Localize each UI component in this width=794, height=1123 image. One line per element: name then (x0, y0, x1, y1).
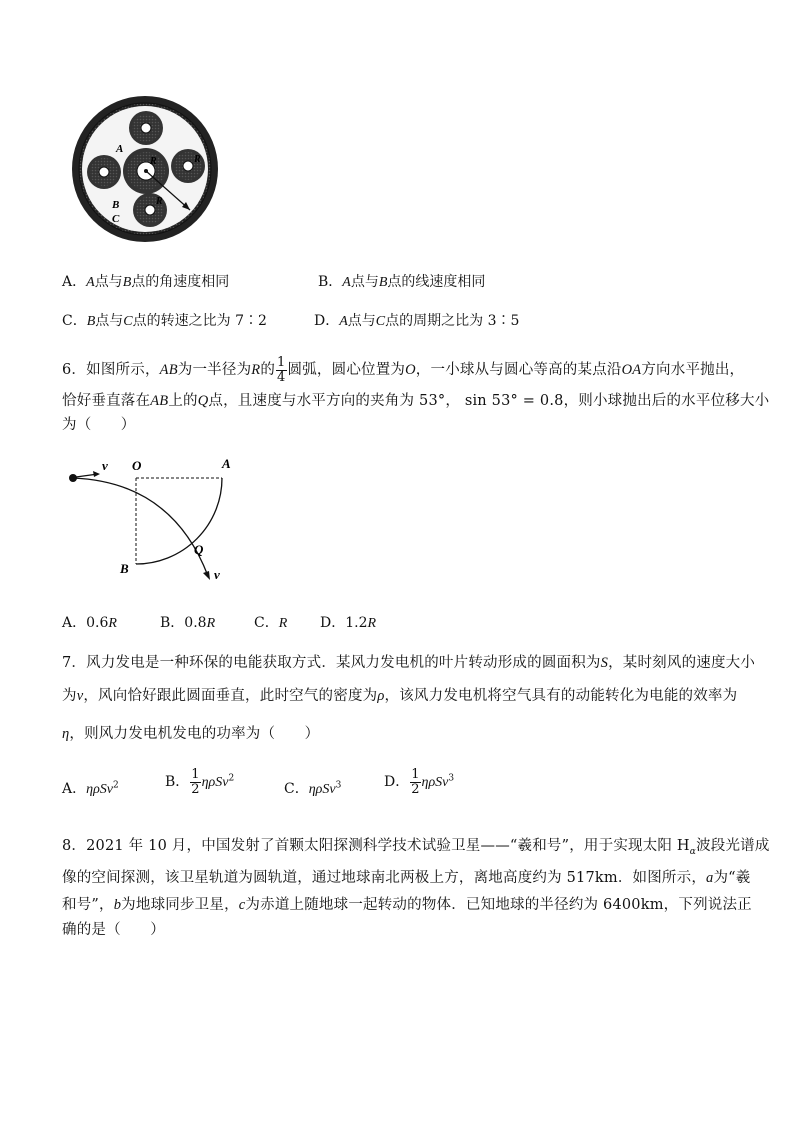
arc-AB (136, 478, 222, 564)
final-velocity-arrow (203, 571, 210, 580)
var-AB: AB (150, 393, 169, 409)
q5-option-d[interactable] (314, 310, 519, 330)
option-var: B (378, 275, 388, 290)
option-text: D．1.2 (320, 615, 368, 631)
option-var: B (86, 314, 96, 329)
var-O: O (405, 362, 416, 379)
text: 的 (260, 362, 276, 379)
option-letter: A． (62, 781, 87, 797)
option-text: 点的转速之比为 7∶2 (132, 313, 267, 329)
text: 波段光谱成 (696, 838, 770, 854)
option-letter: B． (165, 774, 190, 791)
label-C: C (112, 213, 120, 225)
label-A: A (116, 143, 124, 155)
text: 和号”， (62, 897, 114, 913)
exponent: 2 (228, 773, 235, 784)
trajectory (73, 478, 208, 576)
label-O: O (132, 458, 142, 473)
exponent: 3 (448, 773, 455, 784)
var-R: R (251, 362, 261, 379)
text: 上的 (168, 393, 198, 409)
text: 7．风力发电是一种环保的电能获取方式．某风力发电机的叶片转动形成的圆面积为 (62, 655, 601, 671)
gear-left (87, 155, 121, 189)
label-R2: R (194, 154, 201, 165)
option-expr: ηρSv (86, 782, 114, 797)
option-text: 点与 (350, 274, 379, 290)
option-text: A．0.6 (62, 615, 109, 631)
text: 恰好垂直落在 (62, 393, 151, 409)
label-Q: Q (194, 542, 204, 557)
label-R3: R (156, 196, 163, 207)
q8-line1 (62, 834, 770, 857)
var-c: c (238, 897, 246, 913)
text: ，某时刻风的速度大小 (608, 655, 756, 671)
q6-line3: 为（ ） (62, 417, 136, 433)
frac-num: 1 (411, 767, 420, 782)
projectile-arc-figure (62, 452, 252, 582)
var-OA: OA (621, 362, 642, 379)
label-B: B (112, 199, 120, 211)
q8-line4: 确的是（ ） (62, 922, 165, 938)
q5-option-a[interactable] (62, 271, 229, 291)
text: 像的空间探测，该卫星轨道为圆轨道，通过地球南北两极上方，离地高度约为 517km．如图所示， (62, 870, 707, 886)
q6-option-a[interactable] (62, 612, 117, 632)
text: ，则风力发电机发电的功率为（ ） (69, 726, 320, 742)
option-var: R (206, 616, 216, 631)
frac-den: 4 (277, 369, 286, 385)
option-text: B．0.8 (160, 615, 207, 631)
option-text: 点的线速度相同 (387, 274, 486, 290)
var-rho: ρ (377, 688, 385, 704)
option-text: 点与 (95, 313, 124, 329)
frac-den: 2 (191, 781, 200, 797)
q8-line2 (62, 866, 751, 887)
label-R1: R (150, 156, 157, 167)
fraction-half (410, 768, 420, 796)
option-text: 点与 (94, 274, 123, 290)
var-S: S (600, 655, 609, 671)
gear-diagram (70, 94, 220, 244)
q6-option-c[interactable] (254, 612, 287, 632)
q5-option-c[interactable] (62, 310, 267, 330)
option-text: C． (254, 615, 279, 631)
q7-option-b[interactable] (165, 768, 234, 796)
label-v-top: v (102, 458, 108, 473)
var-Q: Q (197, 393, 209, 409)
q8-line3 (62, 893, 752, 914)
q6-option-b[interactable] (160, 612, 215, 632)
option-text: 点与 (347, 313, 376, 329)
subscript: α (689, 846, 697, 857)
q7-option-d[interactable] (384, 768, 454, 796)
question-number: 6． (62, 362, 87, 379)
option-letter: D． (314, 313, 340, 329)
gear-top (129, 111, 163, 145)
option-var: C (375, 314, 386, 329)
frac-num: 1 (277, 355, 286, 370)
option-expr: ηρSv (201, 775, 229, 791)
var-a: a (706, 870, 714, 886)
option-letter: C． (284, 781, 309, 797)
var-eta: η (62, 726, 70, 742)
text: 圆弧，圆心位置为 (287, 362, 406, 379)
q7-line1 (62, 651, 755, 672)
q7-line3 (62, 722, 319, 743)
text: 为“羲 (713, 870, 751, 886)
option-var: A (342, 275, 351, 290)
var-v: v (76, 688, 84, 704)
label-v-bottom: v (214, 567, 220, 582)
text: 为 (62, 688, 77, 704)
option-letter: A． (62, 274, 87, 290)
velocity-arrow (93, 471, 100, 477)
exponent: 2 (113, 780, 119, 791)
text: 8．2021 年 10 月，中国发射了首颗太阳探测科学技术试验卫星——“羲和号”，用于实现太阳 H (62, 838, 690, 854)
text: 为赤道上随地球一起转动的物体．已知地球的半径约为 6400km，下列说法正 (245, 897, 752, 913)
option-var: R (108, 616, 117, 631)
text: 方向水平抛出， (641, 362, 745, 379)
projectile-diagram (62, 452, 252, 582)
fraction-half (190, 768, 200, 796)
q6-line2 (62, 389, 769, 410)
text: 点，且速度与水平方向的夹角为 53°， sin 53° = 0.8，则小球抛出后的水平位移大小 (208, 393, 770, 409)
text: ，风向恰好跟此圆面垂直，此时空气的密度为 (83, 688, 378, 704)
option-var: C (123, 314, 133, 329)
text: ，该风力发电机将空气具有的动能转化为电能的效率为 (384, 688, 738, 704)
q7-option-a[interactable] (62, 778, 119, 798)
var-b: b (113, 897, 122, 913)
var-AB: AB (159, 362, 178, 379)
option-expr: ηρSv (421, 775, 449, 791)
option-var: A (339, 314, 348, 329)
exponent: 3 (335, 780, 342, 791)
option-text: 点的周期之比为 3∶5 (385, 313, 520, 329)
q7-option-c[interactable] (284, 778, 341, 798)
q5-option-b[interactable] (318, 271, 485, 291)
option-var: R (278, 616, 288, 631)
text: 如图所示， (86, 362, 160, 379)
fraction-quarter (276, 356, 286, 384)
text: 为一半径为 (177, 362, 252, 379)
option-letter: B． (318, 274, 343, 290)
text: 为地球同步卫星， (121, 897, 239, 913)
q6-line1 (62, 356, 744, 384)
label-A: A (222, 456, 231, 471)
option-var: R (367, 616, 377, 631)
option-var: B (122, 275, 132, 290)
option-letter: D． (384, 774, 410, 791)
frac-den: 2 (411, 781, 420, 797)
option-expr: ηρSv (308, 782, 336, 797)
q7-line2 (62, 684, 737, 705)
label-B: B (120, 561, 129, 576)
option-letter: C． (62, 313, 87, 329)
frac-num: 1 (191, 767, 200, 782)
option-var: A (86, 275, 95, 290)
text: ，一小球从与圆心等高的某点沿 (415, 362, 622, 379)
q6-option-d[interactable] (320, 612, 376, 632)
gear-system-figure (70, 94, 220, 244)
option-text: 点的角速度相同 (131, 274, 230, 290)
